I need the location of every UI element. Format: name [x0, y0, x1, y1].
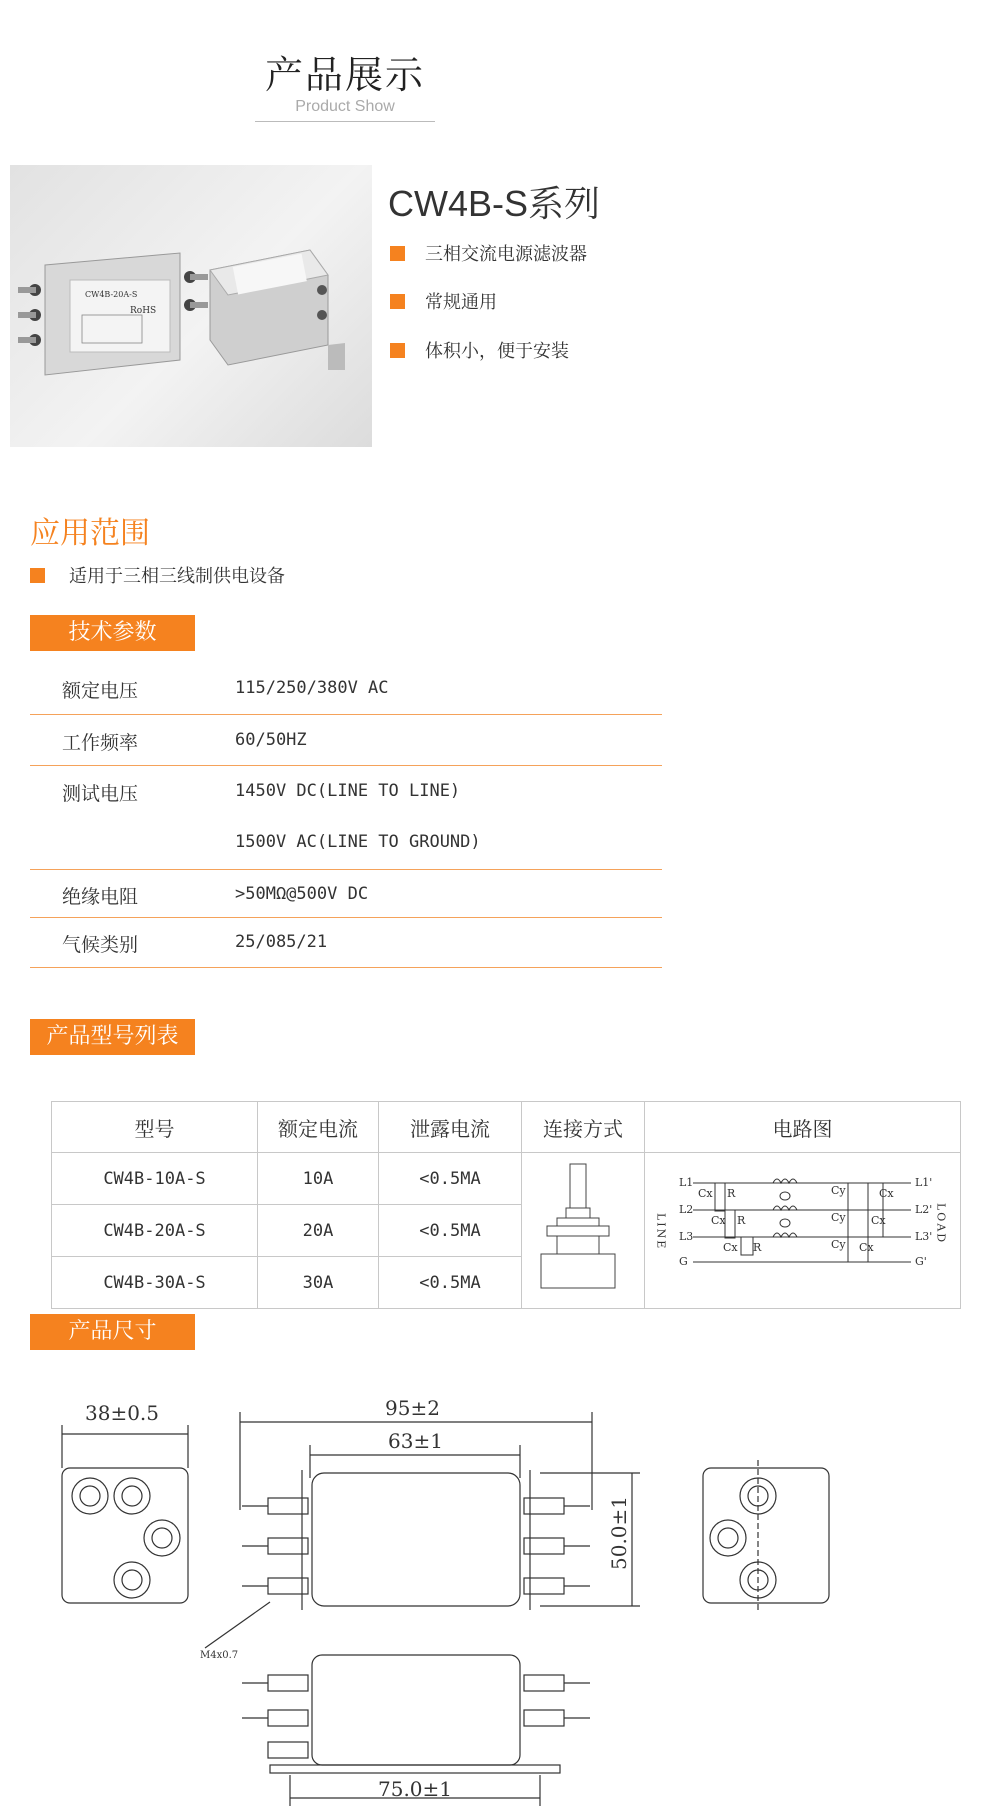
svg-text:Cy: Cy [830, 1238, 846, 1251]
terminal-studs-right [524, 1498, 590, 1594]
spec-row-climate: 气候类别 25/085/21 [30, 918, 662, 968]
svg-text:L3': L3' [914, 1230, 932, 1243]
filter-unit-front [18, 253, 208, 375]
application-title: 应用范围 [30, 516, 150, 551]
col-header: 泄露电流 [379, 1102, 522, 1153]
svg-text:L3: L3 [678, 1230, 693, 1243]
feature-item: 体积小，便于安装 [390, 337, 569, 363]
svg-text:L2: L2 [678, 1203, 693, 1216]
bullet-square-icon [390, 294, 405, 309]
table-row: CW4B-20A-S 20A <0.5MA [52, 1205, 961, 1257]
col-header: 额定电流 [258, 1102, 379, 1153]
svg-text:M4x0.7: M4x0.7 [200, 1650, 239, 1661]
svg-text:R: R [726, 1187, 735, 1200]
svg-text:G: G [678, 1255, 688, 1268]
svg-text:L2': L2' [914, 1203, 932, 1216]
feature-item: 三相交流电源滤波器 [390, 240, 587, 266]
dimension-drawing [0, 1370, 1000, 1807]
svg-text:75.0±1: 75.0±1 [378, 1777, 453, 1801]
filter-unit-back [210, 250, 345, 370]
end-view-right [703, 1460, 829, 1610]
top-view [242, 1655, 590, 1806]
svg-text:Cx: Cx [697, 1187, 713, 1200]
svg-text:L1': L1' [914, 1176, 932, 1189]
col-header: 电路图 [645, 1102, 961, 1153]
svg-text:R: R [752, 1241, 761, 1254]
bullet-square-icon [390, 246, 405, 261]
svg-text:Cx: Cx [858, 1241, 874, 1254]
model-table [51, 1101, 961, 1309]
svg-text:RoHS: RoHS [130, 306, 157, 316]
model-list-badge: 产品型号列表 [30, 1019, 195, 1055]
title-divider [255, 121, 435, 122]
svg-text:38±0.5: 38±0.5 [85, 1401, 160, 1425]
svg-text:Cx: Cx [878, 1187, 894, 1200]
tech-params-badge: 技术参数 [30, 615, 195, 651]
page-subtitle: Product Show [295, 98, 395, 115]
dimensions-badge: 产品尺寸 [30, 1314, 195, 1350]
feature-item: 常规通用 [390, 288, 497, 314]
front-view [200, 1396, 640, 1661]
col-header: 型号 [52, 1102, 258, 1153]
spec-row-voltage: 额定电压 115/250/380V AC [30, 666, 662, 715]
bullet-square-icon [390, 343, 405, 358]
svg-text:95±2: 95±2 [385, 1396, 440, 1420]
svg-text:63±1: 63±1 [388, 1429, 443, 1453]
product-photo [10, 165, 372, 447]
svg-text:50.0±1: 50.0±1 [607, 1495, 631, 1570]
series-title: CW4B-S系列 [388, 183, 601, 224]
circuit-diagram [645, 1153, 961, 1309]
svg-text:L1: L1 [678, 1176, 693, 1189]
svg-text:Cx: Cx [722, 1241, 738, 1254]
svg-text:Cx: Cx [870, 1214, 886, 1227]
svg-text:Cy: Cy [830, 1184, 846, 1197]
svg-text:LINE: LINE [654, 1213, 667, 1251]
table-header-row [52, 1102, 961, 1153]
table-row: CW4B-10A-S 10A <0.5MA L1 L2 L3 G L1' L2' L3' G' LINE LOAD Cx Cx Cx Cy Cy Cy Cx Cx Cx R R R [52, 1153, 961, 1205]
spec-row-frequency: 工作频率 60/50HZ [30, 715, 662, 766]
col-header: 连接方式 [522, 1102, 645, 1153]
end-view-left [62, 1401, 188, 1603]
svg-text:CW4B-20A-S: CW4B-20A-S [85, 290, 138, 299]
svg-text:LOAD: LOAD [934, 1203, 947, 1245]
svg-text:G': G' [914, 1255, 927, 1268]
svg-text:Cy: Cy [830, 1211, 846, 1224]
connection-terminal-image [522, 1153, 645, 1309]
page-title: 产品展示 [264, 53, 425, 97]
table-row: CW4B-30A-S 30A <0.5MA [52, 1257, 961, 1309]
terminal-studs-left [242, 1498, 308, 1594]
bullet-square-icon [30, 568, 45, 583]
svg-text:R: R [736, 1214, 745, 1227]
svg-text:Cx: Cx [710, 1214, 726, 1227]
spec-row-insulation: 绝缘电阻 >50MΩ@500V DC [30, 870, 662, 918]
application-item: 适用于三相三线制供电设备 [30, 562, 285, 588]
spec-row-test-voltage: 测试电压 1450V DC(LINE TO LINE) 1500V AC(LINE TO GROUND) [30, 766, 662, 870]
